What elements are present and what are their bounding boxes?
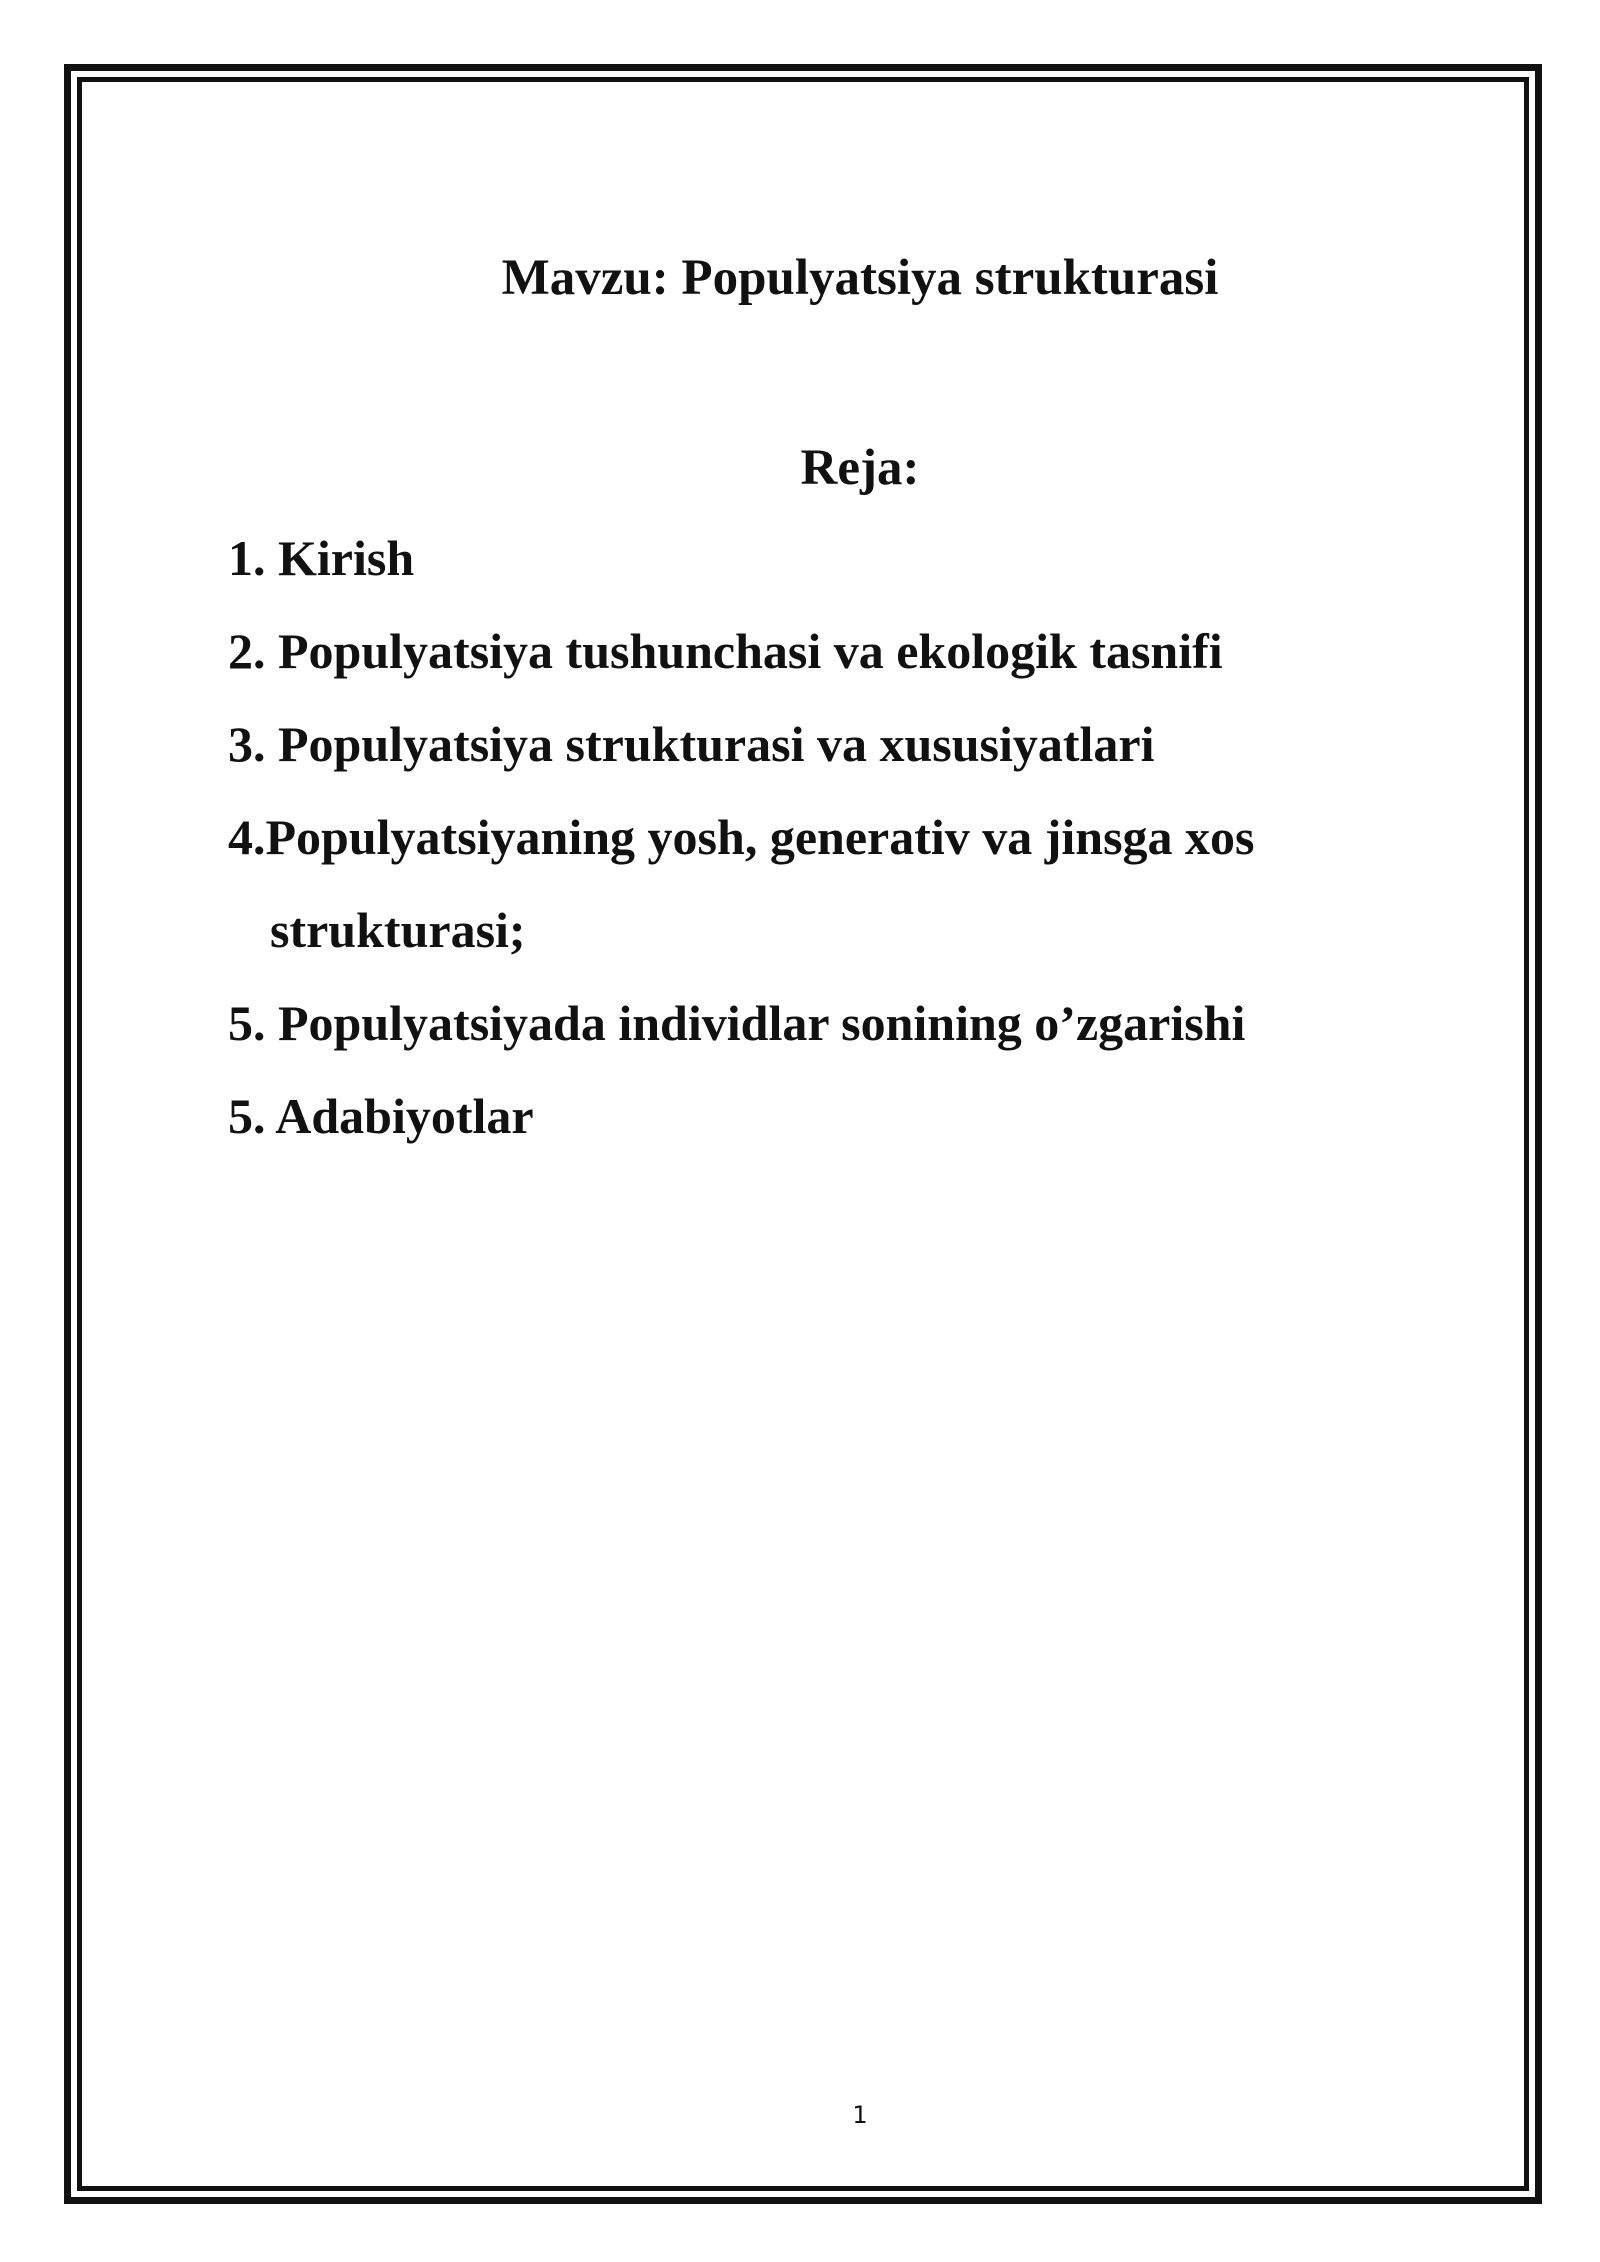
plan-item-4: [228, 799, 1428, 985]
plan-item-5: [228, 985, 1428, 1078]
plan-item-3: [228, 706, 1428, 799]
plan-list: [228, 520, 1428, 1171]
plan-item-text: 1. Kirish: [228, 530, 415, 586]
plan-item-text: 3. Populyatsiya strukturasi va xususiyatlari: [228, 716, 1155, 772]
plan-item-text: 5. Populyatsiyada individlar sonining o’zgarishi: [228, 995, 1246, 1051]
plan-item-text: 5. Adabiyotlar: [228, 1088, 534, 1144]
plan-item-text: 4.Populyatsiyaning yosh, generativ va jinsga xos: [228, 809, 1255, 865]
plan-heading: Reja:: [800, 440, 920, 496]
plan-item-6: [228, 1078, 1428, 1171]
page-number: 1: [852, 2101, 868, 2129]
plan-item-continuation: strukturasi;: [270, 902, 526, 958]
document-title: Mavzu: Populyatsiya strukturasi: [501, 250, 1219, 306]
plan-item-text: 2. Populyatsiya tushunchasi va ekologik tasnifi: [228, 623, 1223, 679]
plan-item-2: [228, 613, 1428, 706]
plan-item-1: [228, 520, 1428, 613]
